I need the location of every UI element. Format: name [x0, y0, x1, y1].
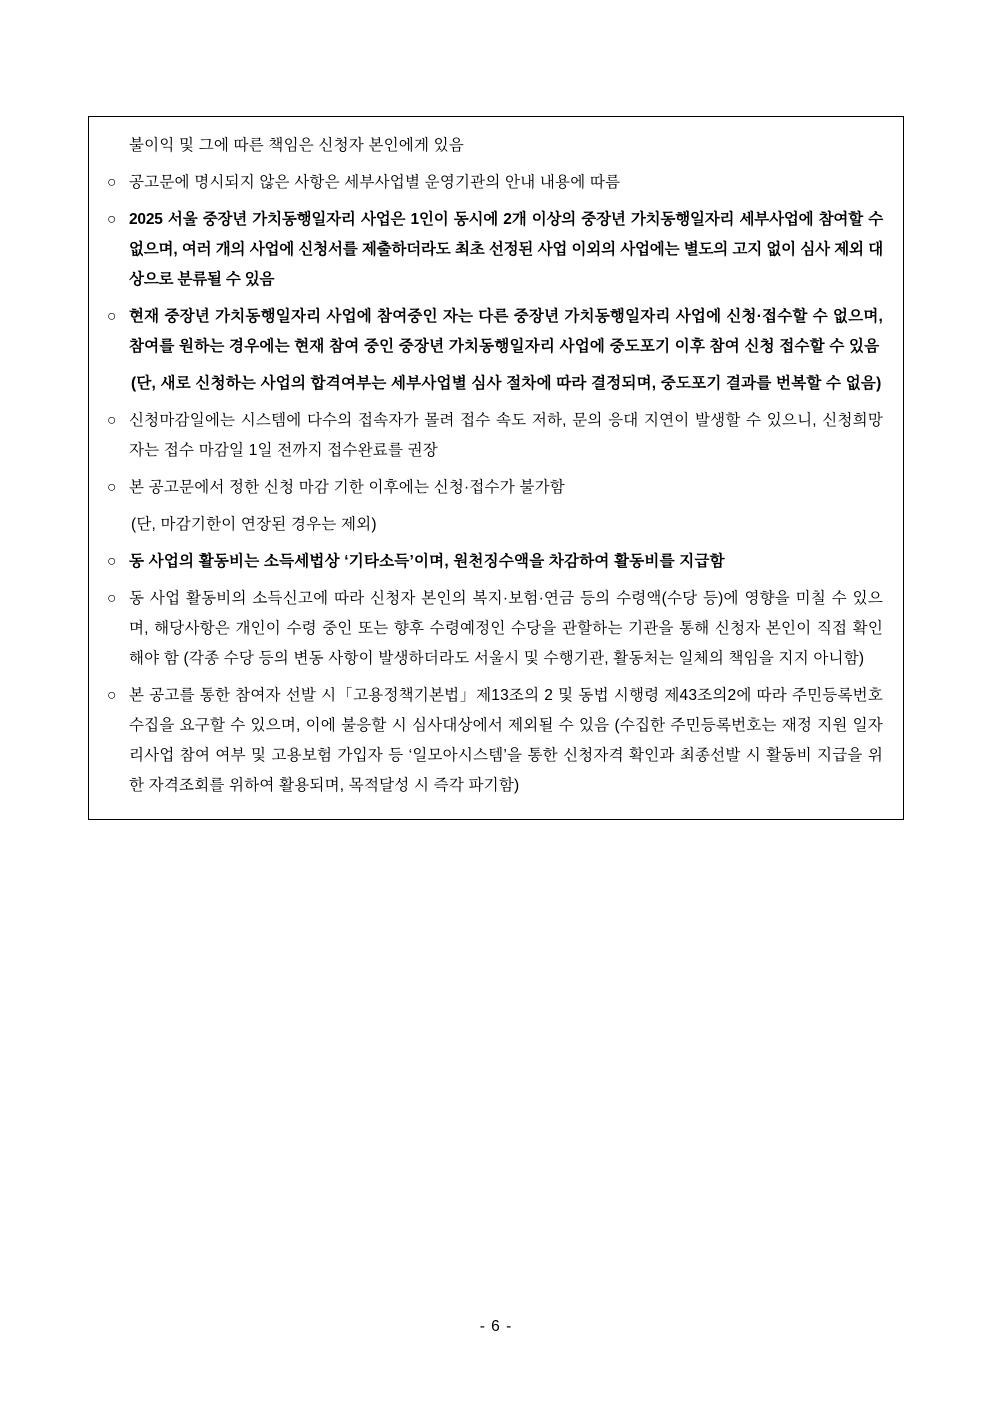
- list-item: [107, 302, 883, 362]
- list-item: [107, 681, 883, 801]
- list-marker: ○: [107, 412, 117, 429]
- page-number: - 6 -: [479, 1318, 513, 1335]
- list-marker: ○: [107, 211, 117, 228]
- list-marker: ○: [107, 590, 117, 607]
- list-item: [107, 205, 883, 295]
- list-item: [107, 547, 883, 577]
- list-item-text: 공고문에 명시되지 않은 사항은 세부사업별 운영기관의 안내 내용에 따름: [129, 174, 621, 191]
- list-item-text: 현재 중장년 가치동행일자리 사업에 참여중인 자는 다른 중장년 가치동행일자리 사업에 신청·접수할 수 없으며, 참여를 원하는 경우에는 현재 참여 중인 중장년 가치동행일자리 사업에 중도포기 이후 참여 신청 접수할 수 있음: [129, 308, 883, 355]
- notice-box: [88, 116, 904, 820]
- list-item: [107, 473, 883, 503]
- list-item-text: 불이익 및 그에 따른 책임은 신청자 본인에게 있음: [129, 137, 465, 154]
- list-item-text: 신청마감일에는 시스템에 다수의 접속자가 몰려 접수 속도 저하, 문의 응대 지연이 발생할 수 있으니, 신청희망자는 접수 마감일 1일 전까지 접수완료를 권장: [129, 412, 883, 459]
- list-item-text: 본 공고를 통한 참여자 선발 시「고용정책기본법」제13조의 2 및 동법 시행령 제43조의2에 따라 주민등록번호 수집을 요구할 수 있으며, 이에 불응할 시 심사대상에서 제외될 수 있음 (수집한 주민등록번호는 재정 지원 일자리사업 참여 여부 및 고용보험 가입자 등 ‘일모아시스템’을 통한 신청자격 확인과 최종선발 시 활동비 지급을 위한 자격조회를 위하여 활용되며, 목적달성 시 즉각 파기함): [129, 687, 883, 794]
- list-item: [107, 510, 883, 540]
- list-item: [107, 406, 883, 466]
- list-item-text: 2025 서울 중장년 가치동행일자리 사업은 1인이 동시에 2개 이상의 중장년 가치동행일자리 세부사업에 참여할 수 없으며, 여러 개의 사업에 신청서를 제출하더라도 최초 선정된 사업 이외의 사업에는 별도의 고지 없이 심사 제외 대상으로 분류될 수 있음: [129, 211, 883, 288]
- list-item-text: 동 사업 활동비의 소득신고에 따라 신청자 본인의 복지·보험·연금 등의 수령액(수당 등)에 영향을 미칠 수 있으며, 해당사항은 개인이 수령 중인 또는 향후 수령예정인 수당을 관할하는 기관을 통해 신청자 본인이 직접 확인해야 함 (각종 수당 등의 변동 사항이 발생하더라도 서울시 및 수행기관, 활동처는 일체의 책임을 지지 아니함): [129, 590, 883, 667]
- list-item: [107, 131, 883, 161]
- list-item: [107, 584, 883, 674]
- list-item: [107, 168, 883, 198]
- list-item-text: 동 사업의 활동비는 소득세법상 ‘기타소득’이며, 원천징수액을 차감하여 활동비를 지급함: [129, 553, 725, 570]
- list-item-text: 본 공고문에서 정한 신청 마감 기한 이후에는 신청·접수가 불가함: [129, 479, 565, 496]
- list-marker: ○: [107, 479, 117, 496]
- list-marker: ○: [107, 553, 117, 570]
- list-item-text: (단, 마감기한이 연장된 경우는 제외): [131, 516, 377, 533]
- list-marker: ○: [107, 174, 117, 191]
- list-item: [107, 369, 883, 399]
- list-marker: ○: [107, 687, 117, 704]
- list-item-text: (단, 새로 신청하는 사업의 합격여부는 세부사업별 심사 절차에 따라 결정되며, 중도포기 결과를 번복할 수 없음): [131, 375, 882, 392]
- list-marker: ○: [107, 308, 117, 325]
